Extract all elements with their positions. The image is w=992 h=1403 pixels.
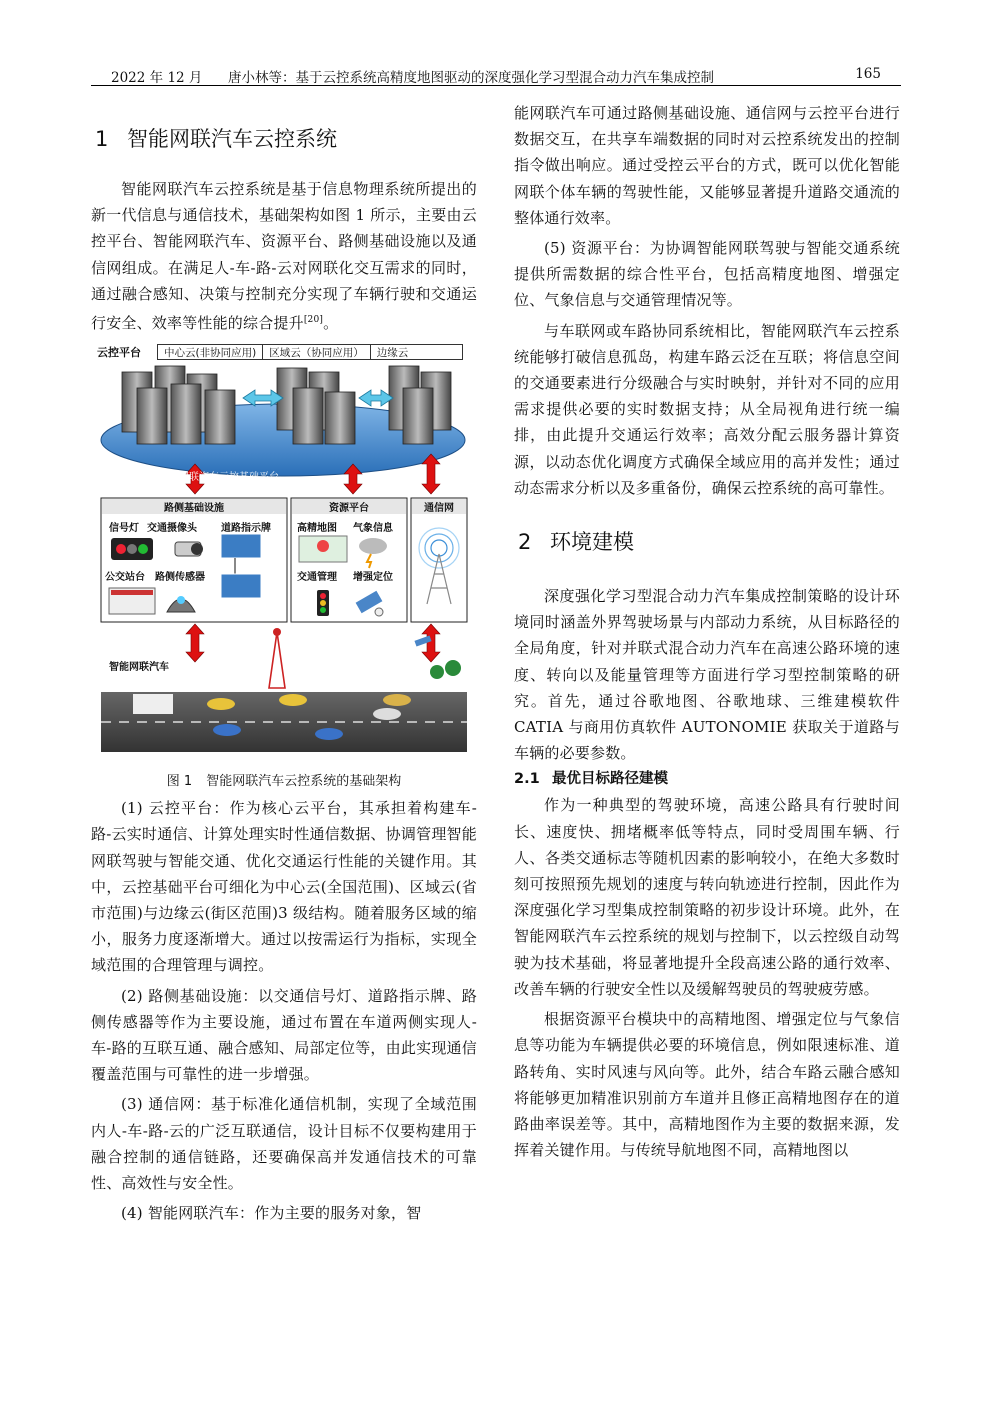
intro-end: 。: [323, 314, 339, 333]
section-number: 2: [518, 530, 532, 555]
section-2-heading: [514, 527, 900, 557]
traffic-management-icon: [317, 590, 329, 616]
paragraph-resource: (5) 资源平台：为协调智能网联驾驶与智能交通系统提供所需数据的综合性平台，包括高精度地图、增强定位、气象信息与交通管理情况等。: [514, 239, 900, 310]
bus-stop-icon: [109, 588, 155, 614]
trees-icon: [430, 660, 461, 679]
label-sensor: 路侧传感器: [155, 572, 205, 584]
base-platform-label: 智能网联汽车云控基础平台: [159, 472, 279, 484]
label-gps: 增强定位: [353, 572, 393, 584]
label-traffic-mgmt: 交通管理: [297, 572, 337, 584]
paragraph-vehicle: (4) 智能网联汽车：作为主要的服务对象，智: [121, 1204, 422, 1223]
label-vehicle-layer: 智能网联汽车: [109, 662, 169, 674]
paragraph-cloud-platform: (1) 云控平台：作为核心云平台，其承担着构建车-路-云实时通信、计算处理实时性通信数据、协调管理智能网联驾驶与智能交通、优化交通运行性能的关键作用。其中，云控基础平台可细化为中心云(全国范围)、区域云(省市范围)与边缘云(街区范围)3 级结构。随着服务区域的缩小，服务力度逐渐增大。通过以按需运行为指标，实现全域范围的合理管理与调控。: [91, 799, 477, 975]
figure-caption: [91, 770, 477, 789]
panel-comm-box: [411, 498, 467, 622]
subsection-2-1-heading: [514, 766, 900, 792]
cloud-region-label: 区域云（协同应用）: [263, 345, 371, 360]
label-sign: 道路指示牌: [221, 523, 271, 535]
server-racks-left: [122, 366, 235, 444]
architecture-diagram: [97, 342, 469, 764]
subsection-number: 2.1: [514, 771, 540, 788]
crosswalk: [133, 694, 173, 714]
sync-arrow-right: [359, 390, 393, 406]
panel-roadside-title: 路侧基础设施: [102, 499, 286, 514]
cloud-edge-label: 边缘云: [376, 346, 409, 359]
traffic-signal-icon: [111, 538, 153, 560]
paragraph-hd-map: 根据资源平台模块中的高精地图、增强定位与气象信息等功能为车辆提供必要的环境信息，例如限速标准、道路转角、实时风速与风向等。此外，结合车路云融合感知将能够更加精准识别前方车道并且修正高精地图存在的道路曲率误差等。其中，高精地图作为主要的数据来源，发挥着关键作用。与传统导航地图不同，高精地图以: [514, 1010, 900, 1160]
left-column: [91, 100, 477, 1226]
label-camera: 交通摄像头: [147, 523, 197, 535]
section-number: 1: [95, 127, 109, 151]
panel-resource-title: 资源平台: [292, 499, 406, 514]
label-signal: 信号灯: [109, 523, 139, 535]
section-title: 智能网联汽车云控系统: [127, 127, 337, 151]
label-hd-map: 高精地图: [297, 523, 337, 535]
intro-text: 智能网联汽车云控系统是基于信息物理系统所提出的新一代信息与通信技术，基础架构如图 1 所示，主要由云控平台、智能网联汽车、资源平台、路侧基础设施以及通信网组成。在满足人-车-路-云对网联化交互需求的同时，通过融合感知、决策与控制充分实现了车辆行驶和交通运行安全、效率等性能的综合提升: [91, 180, 477, 333]
radio-tower-icon: [269, 628, 285, 688]
intro-paragraph: [91, 176, 477, 336]
running-header: [91, 62, 901, 86]
paragraph-highway: 作为一种典型的驾驶环境，高速公路具有行驶时间长、速度快、拥堵概率低等特点，同时受周围车辆、行人、各类交通标志等随机因素的影响较小，在绝大多数时刻可按照预先规划的速度与转向轨迹进行控制，因此作为深度强化学习型集成控制策略的初步设计环境。此外，在智能网联汽车云控系统的规划与控制下，以云控级自动驾驶为技术基础，将显著地提升全段高速公路的通行效率、改善车辆的行驶安全性以及缓解驾驶员的驾驶疲劳感。: [514, 796, 900, 998]
section-title: 环境建模: [550, 530, 634, 555]
label-cloud-platform: 云控平台: [97, 346, 141, 360]
label-weather: 气象信息: [353, 523, 393, 535]
camera-icon: [175, 542, 203, 556]
hd-map-icon: [299, 536, 347, 562]
subsection-title: 最优目标路径建模: [552, 771, 668, 788]
figure-number: 图 1: [166, 774, 193, 790]
header-date: 2022 年 12 月: [111, 70, 203, 86]
panel-comm-title: 通信网: [412, 499, 466, 514]
paragraph-environment: 深度强化学习型混合动力汽车集成控制策略的设计环境同时涵盖外界驾驶场景与内部动力系统，从目标路径的全局角度，针对并联式混合动力汽车在高速公路环境的速度、转向以及能量管理等方面进行学习型控制策略的研究。首先，通过谷歌地图、谷歌地球、三维建模软件 CATIA 与商用仿真软件 AUTONOMIE 获取关于道路与车辆的必要参数。: [514, 587, 900, 763]
arrow-roadside-vehicle: [186, 624, 204, 662]
paragraph-comparison: 与车联网或车路协同系统相比，智能网联汽车云控系统能够打破信息孤岛，构建车路云泛在互联；将信息空间的交通要素进行分级融合与实时映射，并针对不同的应用需求提供必要的实时数据支持；从全局视角进行统一编排，由此提升交通运行效率；高效分配云服务器计算资源，以动态优化调度方式确保全域应用的高并发性；通过动态需求分析以及多重备份，确保云控系统的高可靠性。: [514, 321, 900, 497]
paragraph-vehicle-cont: 能网联汽车可通过路侧基础设施、通信网与云控平台进行数据交互，在共享车端数据的同时对云控系统发出的控制指令做出响应。通过受控云平台的方式，既可以优化智能网联个体车辆的驾驶性能，又能够显著提升道路交通流的整体通行效率。: [514, 104, 900, 227]
page-number: 165: [855, 66, 881, 82]
right-column: [514, 100, 900, 1163]
label-bus-stop: 公交站台: [105, 572, 145, 584]
cloud-center-label: 中心云(非协同应用): [158, 345, 263, 360]
paragraph-network: (3) 通信网：基于标准化通信机制，实现了全域范围内人-车-路-云的广泛互联通信，设计目标不仅要构建用于融合控制的通信链路，还要确保高并发通信技术的可靠性、高效性与安全性。: [91, 1095, 477, 1193]
section-1-heading: [91, 124, 477, 154]
paragraph-roadside: (2) 路侧基础设施：以交通信号灯、道路指示牌、路侧传感器等作为主要设施，通过布置在车道两侧实现人-车-路的互联互通、融合感知、局部定位等，由此实现通信覆盖范围与可靠性的进一步增强。: [91, 986, 477, 1084]
header-title: 唐小林等：基于云控系统高精度地图驱动的深度强化学习型混合动力汽车集成控制: [228, 70, 714, 86]
figure-caption-text: 智能网联汽车云控系统的基础架构: [206, 774, 402, 790]
figure-1: [97, 342, 469, 764]
citation: [20]: [303, 315, 324, 326]
